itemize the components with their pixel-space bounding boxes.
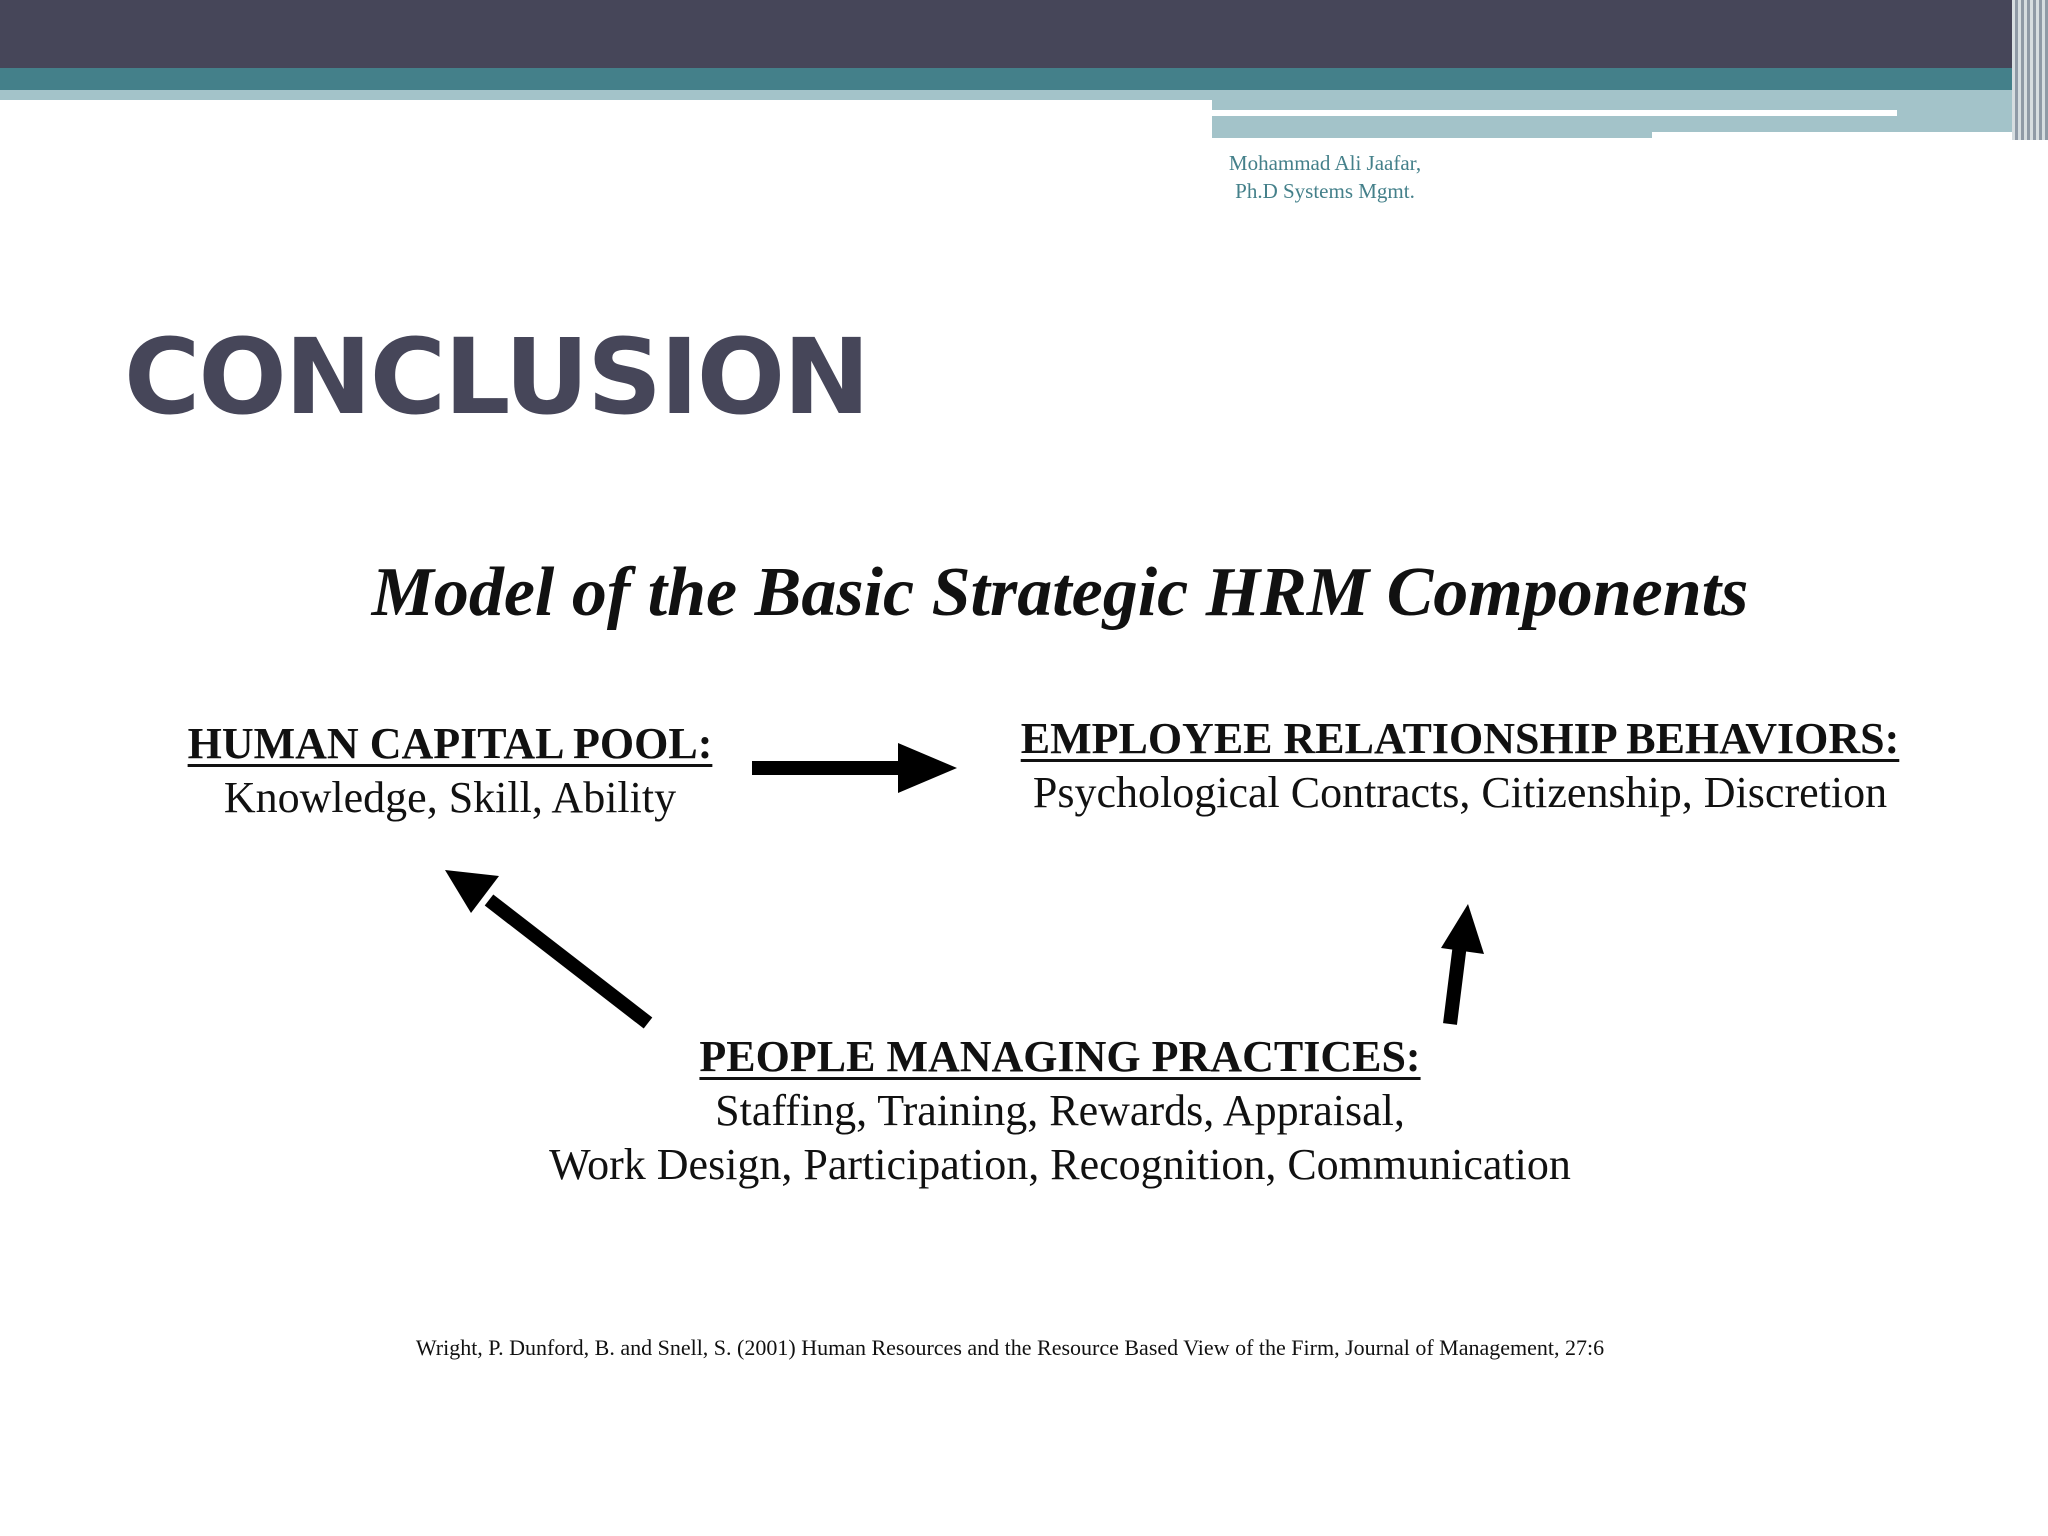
arrow-pmp-to-hcp: [445, 870, 648, 1023]
citation: Wright, P. Dunford, B. and Snell, S. (2001) Human Resources and the Resource Based View of the Firm, Journal of Management, 27:6: [415, 1335, 1605, 1360]
employee-relationship-behaviors-heading: EMPLOYEE RELATIONSHIP BEHAVIORS:: [1020, 714, 1900, 763]
human-capital-pool-detail: Knowledge, Skill, Ability: [223, 773, 677, 822]
arrow-pmp-to-erb: [1441, 904, 1484, 1024]
author-degree: Ph.D Systems Mgmt.: [1235, 179, 1415, 203]
people-managing-practices-detail-2: Work Design, Participation, Recognition, Communication: [549, 1140, 1571, 1189]
author-name: Mohammad Ali Jaafar,: [1228, 151, 1422, 175]
employee-relationship-behaviors-detail: Psychological Contracts, Citizenship, Discretion: [1032, 768, 1888, 817]
slide-title: CONCLUSION: [124, 316, 869, 438]
arrow-hcp-to-erb: [752, 743, 957, 793]
people-managing-practices-heading: PEOPLE MANAGING PRACTICES:: [699, 1032, 1421, 1081]
model-title: Model of the Basic Strategic HRM Components: [371, 554, 1749, 631]
human-capital-pool-heading: HUMAN CAPITAL POOL:: [187, 719, 713, 768]
people-managing-practices-detail-1: Staffing, Training, Rewards, Appraisal,: [715, 1086, 1405, 1135]
